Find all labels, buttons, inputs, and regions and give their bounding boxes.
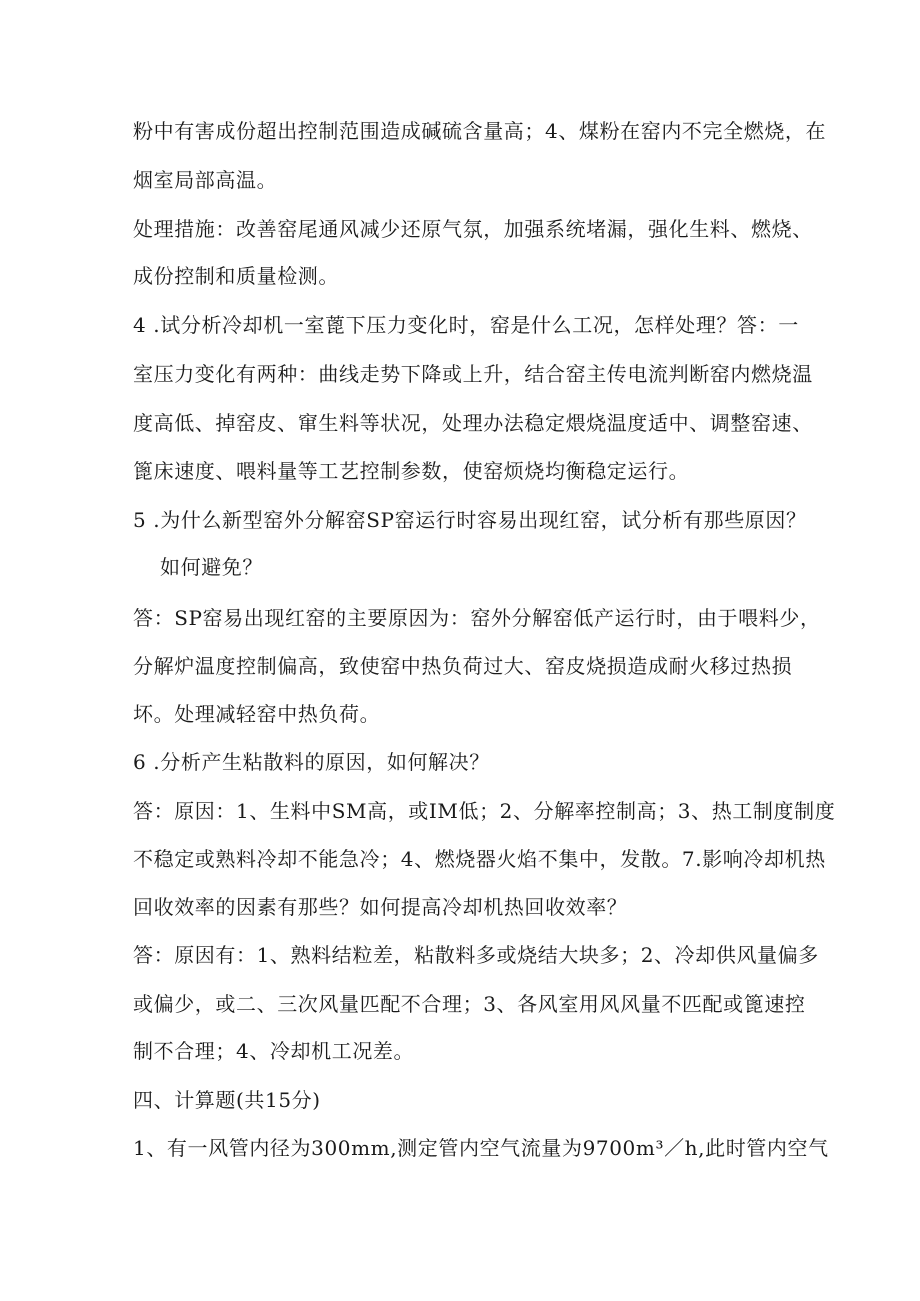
- text-line: 分解炉温度控制偏高，致使窑中热负荷过大、窑皮烧损造成耐火移过热损: [133, 654, 793, 678]
- text-line: 度高低、掉窑皮、窜生料等状况，处理办法稳定煨烧温度适中、调整窑速、: [133, 411, 813, 435]
- section-heading: 四、计算题(共15分): [133, 1088, 321, 1112]
- text-line: 烟室局部高温。: [133, 168, 278, 192]
- text-line: 粉中有害成份超出控制范围造成碱硫含量高；4、煤粉在窑内不完全燃烧，在: [133, 119, 827, 143]
- text-line: 成份控制和质量检测。: [133, 264, 339, 288]
- question-heading: 4 .试分析冷却机一室蓖下压力变化时，窑是什么工况，怎样处理？答：一: [133, 313, 799, 337]
- text-line: 或偏少，或二、三次风量匹配不合理；3、各风室用风风量不匹配或篦速控: [133, 992, 806, 1016]
- text-line: 不稳定或熟料冷却不能急冷；4、燃烧器火焰不集中，发散。7.影响冷却机热: [133, 847, 826, 871]
- text-line: 回收效率的因素有那些？如何提高冷却机热回收效率？: [133, 895, 628, 919]
- text-line: 处理措施：改善窑尾通风减少还原气氛，加强系统堵漏，强化生料、燃烧、: [133, 217, 813, 241]
- text-line: 如何避免？: [160, 555, 263, 579]
- text-line: 制不合理；4、冷却机工况差。: [133, 1039, 415, 1063]
- question-heading: 6 .分析产生粘散料的原因，如何解决？: [133, 750, 490, 774]
- text-line: 坏。处理减轻窑中热负荷。: [133, 702, 381, 726]
- answer-line: 答：原因有：1、熟料结粒差，粘散料多或烧结大块多；2、冷却供风量偏多: [133, 943, 819, 967]
- answer-line: 答：原因：1、生料中SM高，或IM低；2、分解率控制高；3、热工制度制度: [133, 799, 836, 823]
- question-heading: 1、有一风管内径为300mm,测定管内空气流量为9700m³／h,此时管内空气: [133, 1136, 829, 1160]
- text-line: 室压力变化有两种：曲线走势下降或上升，结合窑主传电流判断窑内燃烧温: [133, 362, 813, 386]
- text-line: 篦床速度、喂料量等工艺控制参数，使窑烦烧均衡稳定运行。: [133, 459, 690, 483]
- question-heading: 5 .为什么新型窑外分解窑SP窑运行时容易出现红窑，试分析有那些原因？: [133, 508, 807, 532]
- answer-line: 答：SP窑易出现红窑的主要原因为：窑外分解窑低产运行时，由于喂料少，: [133, 606, 821, 630]
